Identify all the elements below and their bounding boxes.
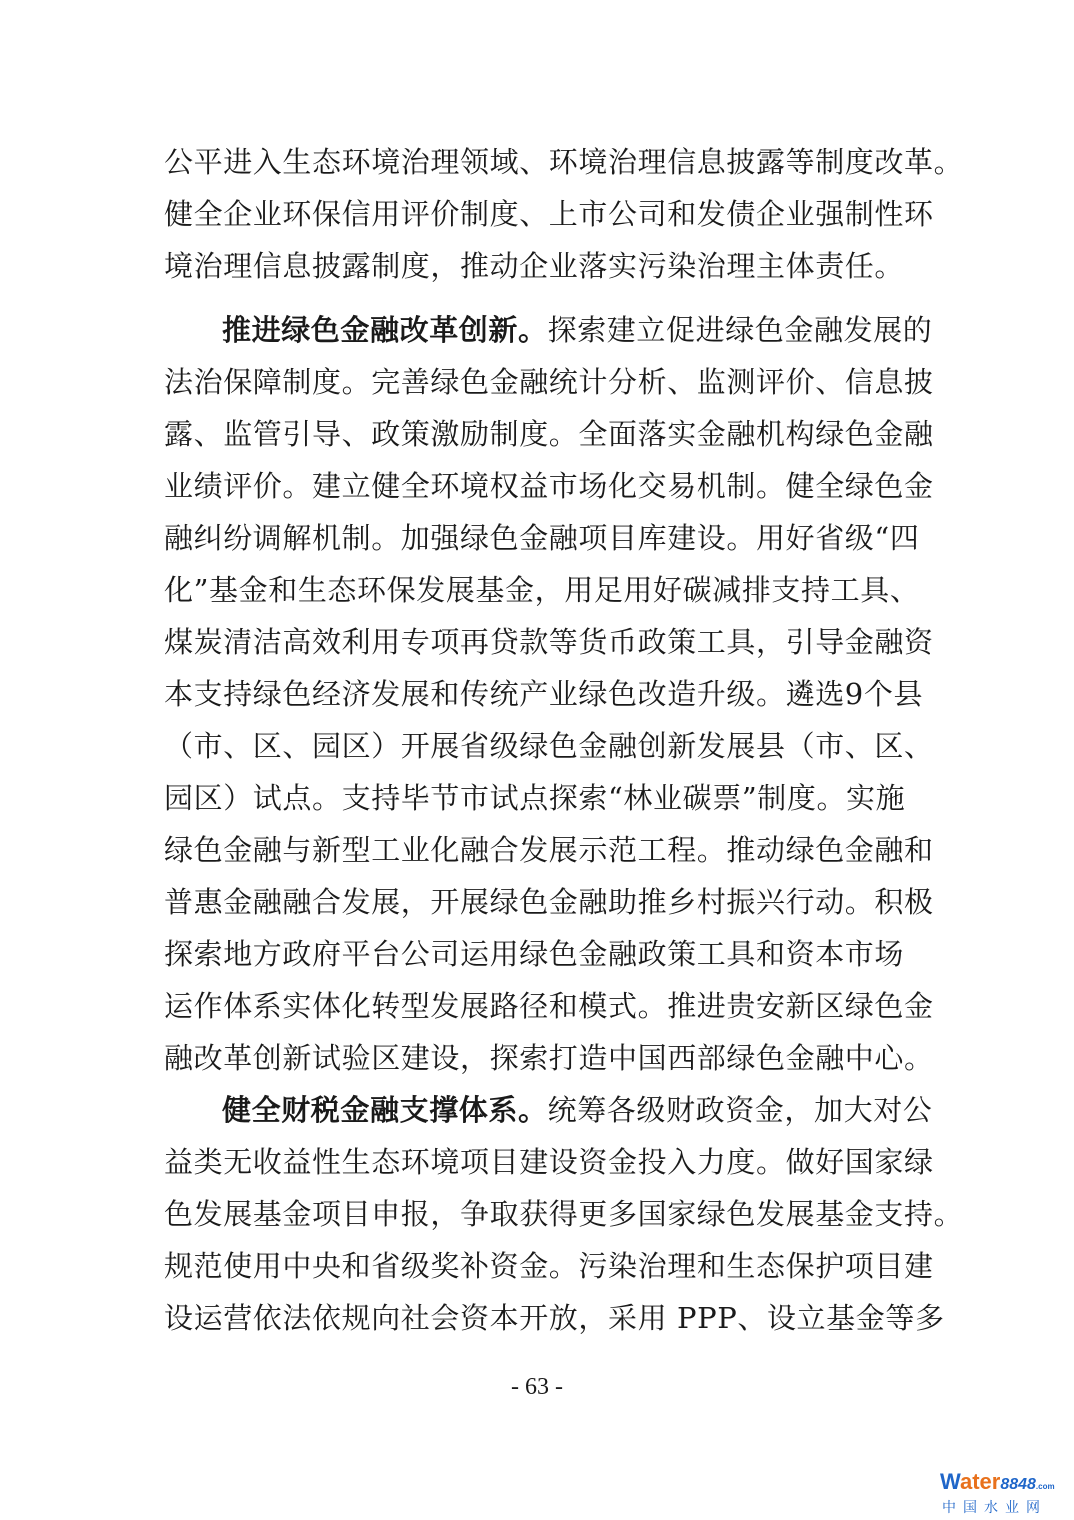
text-line: （市、区、园区）开展省级绿色金融创新发展县（市、区、 xyxy=(164,729,934,763)
text-line: 探索地方政府平台公司运用绿色金融政策工具和资本市场 xyxy=(164,937,905,971)
text-line: 融改革创新试验区建设，探索打造中国西部绿色金融中心。 xyxy=(164,1041,934,1075)
watermark-site-name: 中国水业网 xyxy=(942,1500,1047,1516)
text-line: 统筹各级财政资金，加大对公 xyxy=(547,1093,933,1127)
text-line: 探索建立促进绿色金融发展的 xyxy=(547,313,933,347)
text-line: 设运营依法依规向社会资本开放，采用 PPP、设立基金等多 xyxy=(164,1301,945,1335)
text-line: 法治保障制度。完善绿色金融统计分析、监测评价、信息披 xyxy=(164,365,934,399)
text-line: 化”基金和生态环保发展基金，用足用好碳减排支持工具、 xyxy=(164,573,920,607)
watermark-logo xyxy=(940,1470,1070,1516)
text-line: 绿色金融与新型工业化融合发展示范工程。推动绿色金融和 xyxy=(164,833,934,867)
text-line: 健全企业环保信用评价制度、上市公司和发债企业强制性环 xyxy=(164,197,934,231)
text-line: 普惠金融融合发展，开展绿色金融助推乡村振兴行动。积极 xyxy=(164,885,934,919)
text-line: 公平进入生态环境治理领域、环境治理信息披露等制度改革。 xyxy=(164,145,964,179)
heading-green-finance: 推进绿色金融改革创新。 xyxy=(222,313,548,347)
watermark-logo-text: Water8848.com xyxy=(940,1469,1055,1494)
paragraph-fiscal-support-first-line xyxy=(222,1084,933,1136)
text-line: 露、监管引导、政策激励制度。全面落实金融机构绿色金融 xyxy=(164,417,934,451)
text-line: 煤炭清洁高效利用专项再贷款等货币政策工具，引导金融资 xyxy=(164,625,934,659)
text-line: 业绩评价。建立健全环境权益市场化交易机制。健全绿色金 xyxy=(164,469,934,503)
text-line: 色发展基金项目申报，争取获得更多国家绿色发展基金支持。 xyxy=(164,1197,964,1231)
heading-fiscal-support: 健全财税金融支撑体系。 xyxy=(222,1093,548,1127)
text-line: 益类无收益性生态环境项目建设资金投入力度。做好国家绿 xyxy=(164,1145,934,1179)
text-line: 融纠纷调解机制。加强绿色金融项目库建设。用好省级“四 xyxy=(164,521,920,555)
text-line: 境治理信息披露制度，推动企业落实污染治理主体责任。 xyxy=(164,249,905,283)
text-line: 园区）试点。支持毕节市试点探索“林业碳票”制度。实施 xyxy=(164,781,906,815)
paragraph-green-finance-first-line xyxy=(222,304,933,356)
text-line: 规范使用中央和省级奖补资金。污染治理和生态保护项目建 xyxy=(164,1249,934,1283)
text-line: 运作体系实体化转型发展路径和模式。推进贵安新区绿色金 xyxy=(164,989,934,1023)
text-line: 本支持绿色经济发展和传统产业绿色改造升级。遴选9个县 xyxy=(164,677,924,711)
page-number: - 63 - xyxy=(511,1374,563,1400)
